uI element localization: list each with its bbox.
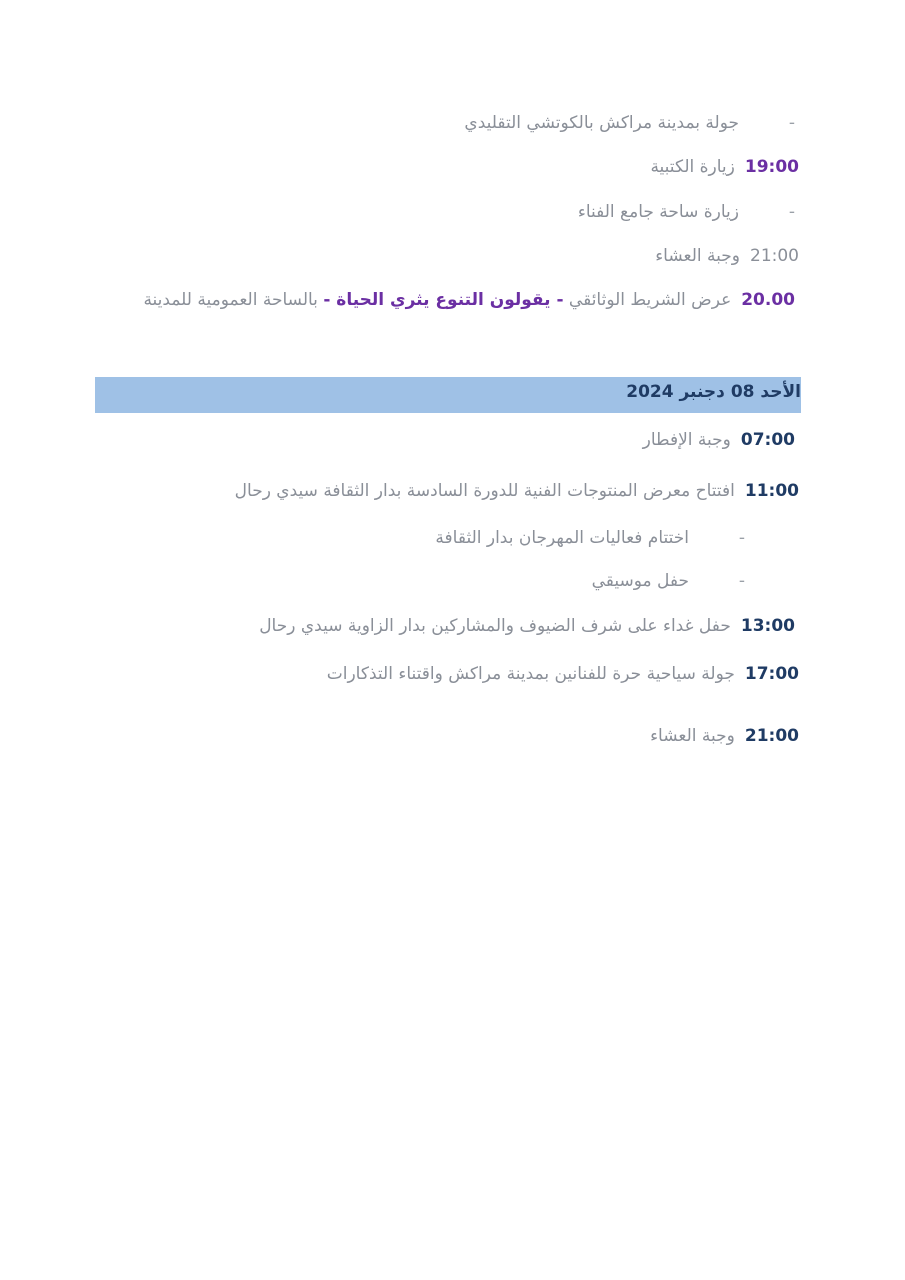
documentary-title: - يقولون التنوع يثري الحياة - [323,290,564,310]
item-time: 20.00 [741,290,795,310]
item-time: 17:00 [744,664,799,684]
item-time: 11:00 [744,481,799,501]
item-dinner-day1 [655,244,799,268]
item-text-after: بالساحة العمومية للمدينة [143,290,318,310]
item-text: وجبة الإفطار [642,430,731,450]
item-text: حفل موسيقي [591,571,689,591]
item-text: افتتاح معرض المنتوجات الفنية للدورة السادسة بدار الثقافة سيدي رحال [234,481,735,501]
item-text: اختتام فعاليات المهرجان بدار الثقافة [435,528,689,548]
item-breakfast [643,428,795,452]
item-text: زيارة ساحة جامع الفناء [577,202,739,222]
item-jemaa-el-fna [578,200,795,224]
bullet-dash: - [738,571,745,591]
item-text: جولة بمدينة مراكش بالكوتشي التقليدي [464,113,739,133]
day-header-title: الأحد 08 دجنبر 2024 [626,382,801,402]
item-concert [592,569,745,593]
item-text: جولة سياحية حرة للفنانين بمدينة مراكش واقتناء التذكارات [326,664,735,684]
bullet-dash: - [738,528,745,548]
item-time: 13:00 [740,616,795,636]
bullet-dash: - [788,202,795,222]
item-text: وجبة العشاء [655,246,740,266]
item-time: 19:00 [744,157,799,177]
item-time: 07:00 [740,430,795,450]
item-text: عرض الشريط الوثائقي [568,290,732,310]
item-dinner-day2 [650,724,799,748]
item-text: حفل غداء على شرف الضيوف والمشاركين بدار الزاوية سيدي رحال [259,616,731,636]
item-documentary [143,288,795,312]
item-text: وجبة العشاء [650,726,735,746]
item-time: 21:00 [744,726,799,746]
item-text: زيارة الكتبية [650,157,735,177]
item-free-tour [327,662,799,686]
bullet-dash: - [788,113,795,133]
item-time: 21:00 [750,246,799,266]
item-exhibition-opening [235,479,799,503]
item-lunch [259,614,795,638]
item-caleche-tour [464,111,795,135]
item-festival-closing [435,526,745,550]
item-koutoubia [650,155,799,179]
